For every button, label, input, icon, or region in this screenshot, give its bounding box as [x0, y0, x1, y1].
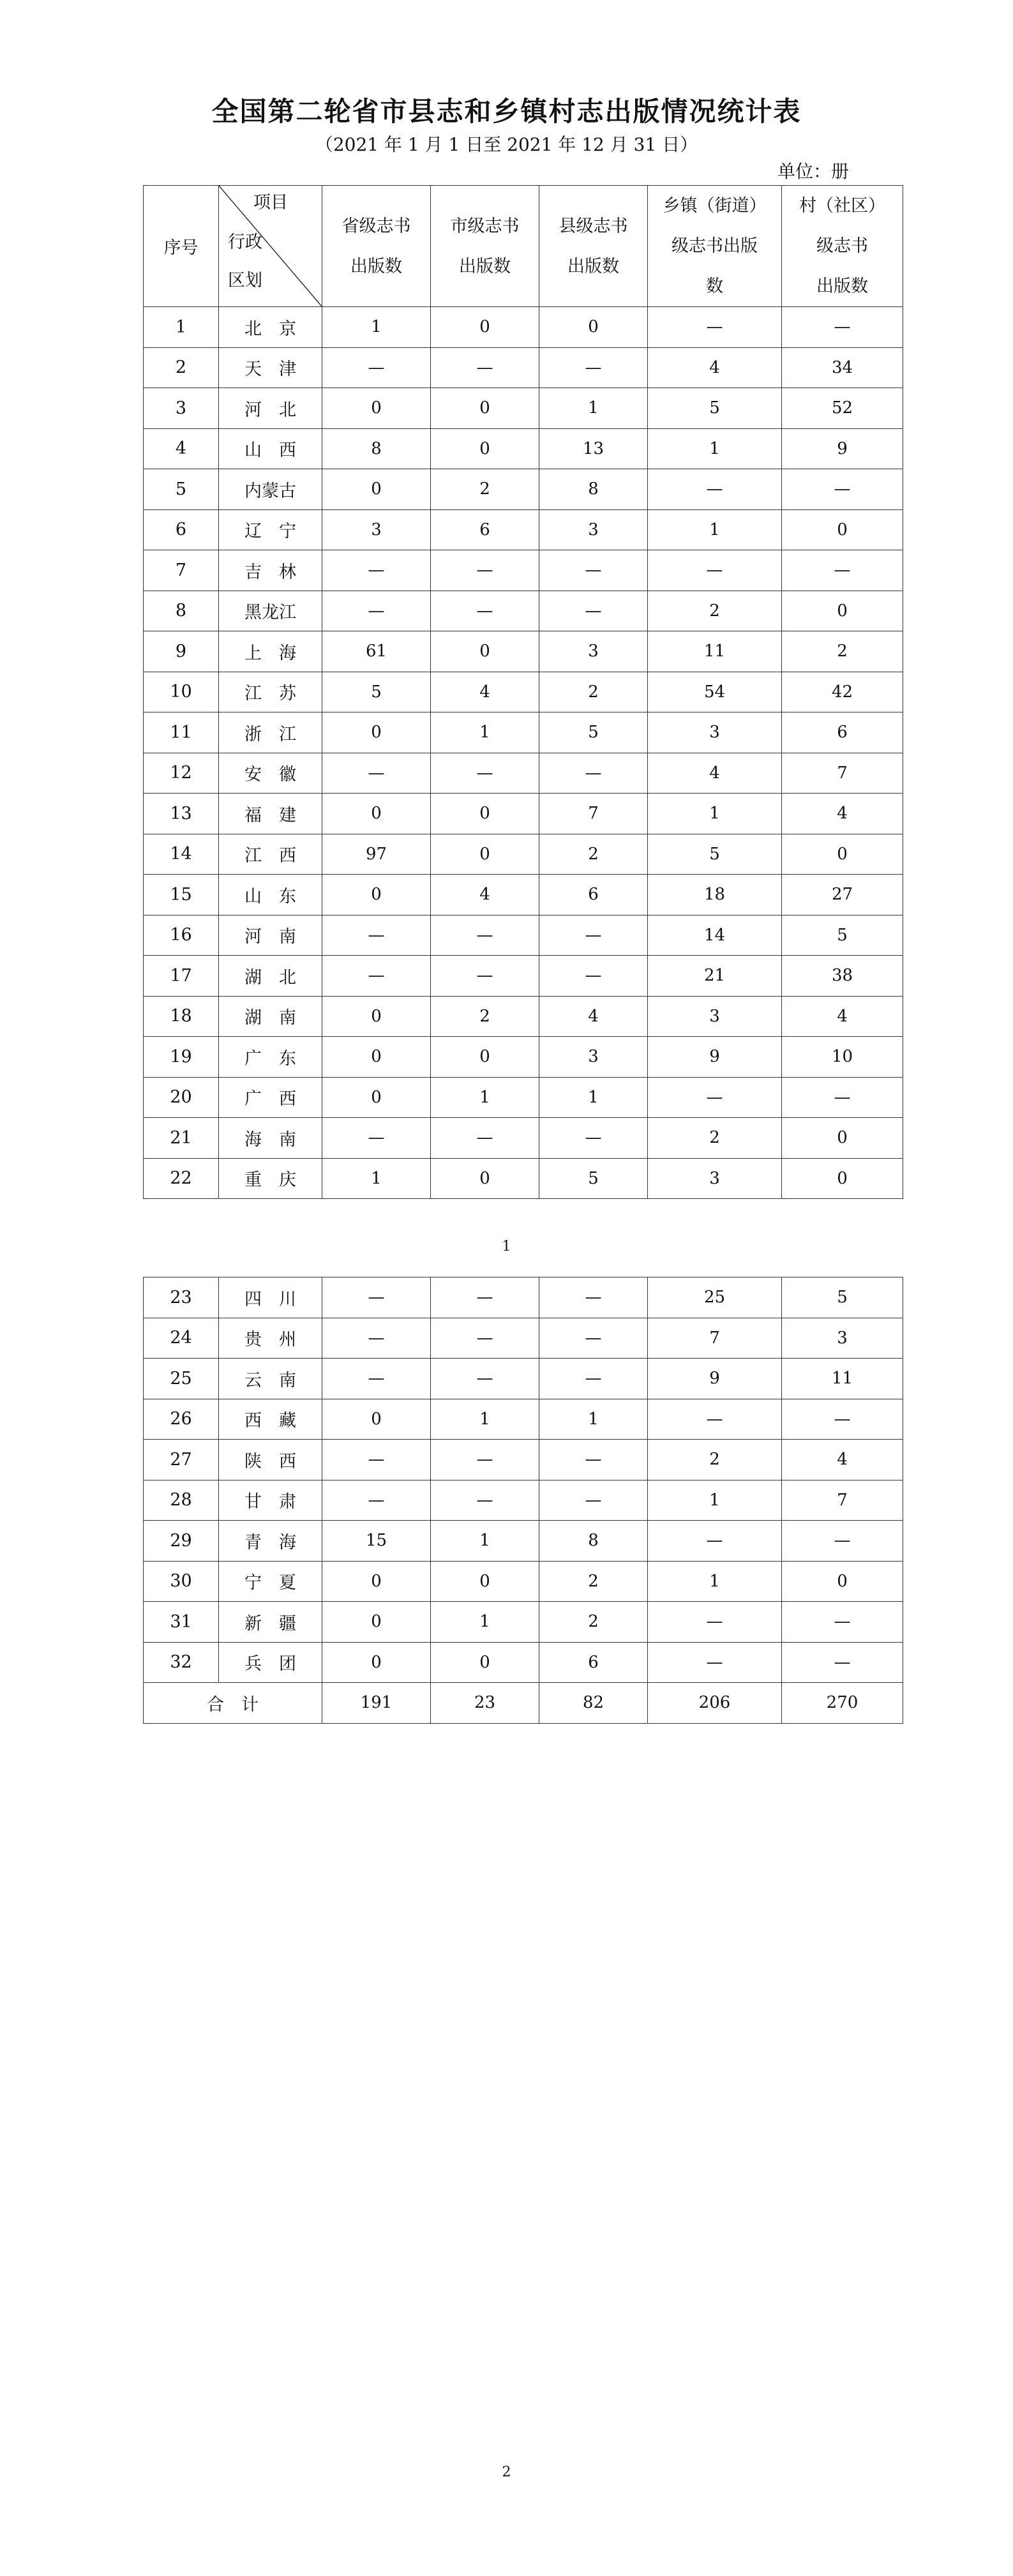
cell-town: 2 [648, 591, 782, 631]
page-number-2: 2 [502, 2464, 511, 2480]
table-row [144, 794, 903, 834]
cell-region: 江 西 [219, 834, 322, 875]
header-item-label: 项目 [253, 193, 288, 213]
cell-seq: 21 [144, 1118, 219, 1159]
cell-city: — [431, 550, 539, 591]
cell-county: — [539, 915, 648, 956]
cell-county: 6 [539, 1642, 648, 1683]
header-town: 乡镇（街道） 级志书出版 数 [648, 186, 782, 307]
cell-village: 0 [782, 1158, 903, 1199]
cell-town: 4 [648, 347, 782, 388]
cell-seq: 9 [144, 631, 219, 672]
cell-town: 7 [648, 1318, 782, 1359]
cell-county: 8 [539, 469, 648, 510]
cell-city: — [431, 1318, 539, 1359]
cell-city: 6 [431, 509, 539, 550]
cell-county: 2 [539, 1561, 648, 1602]
cell-city: — [431, 956, 539, 997]
cell-provincial: — [322, 1440, 431, 1480]
total-village: 270 [782, 1683, 903, 1724]
header-seq: 序号 [144, 186, 219, 307]
cell-village: 38 [782, 956, 903, 997]
cell-region: 福 建 [219, 794, 322, 834]
cell-county: — [539, 956, 648, 997]
table-row [144, 996, 903, 1037]
cell-town: 4 [648, 753, 782, 794]
cell-county: — [539, 1118, 648, 1159]
cell-provincial: — [322, 1118, 431, 1159]
cell-region: 湖 南 [219, 996, 322, 1037]
table-row [144, 672, 903, 712]
cell-town: — [648, 1077, 782, 1118]
cell-region: 吉 林 [219, 550, 322, 591]
cell-city: — [431, 1118, 539, 1159]
cell-city: 2 [431, 996, 539, 1037]
cell-village: — [782, 1602, 903, 1643]
cell-provincial: 1 [322, 307, 431, 348]
cell-town: 5 [648, 388, 782, 429]
cell-county: 0 [539, 307, 648, 348]
cell-town: 11 [648, 631, 782, 672]
cell-seq: 30 [144, 1561, 219, 1602]
cell-town: 3 [648, 996, 782, 1037]
cell-region: 四 川 [219, 1277, 322, 1318]
cell-village: — [782, 1077, 903, 1118]
unit-label: 单位：册 [777, 161, 850, 182]
cell-village: 4 [782, 794, 903, 834]
cell-seq: 25 [144, 1359, 219, 1399]
cell-region: 内蒙古 [219, 469, 322, 510]
table-row [144, 591, 903, 631]
cell-city: 0 [431, 307, 539, 348]
cell-village: 7 [782, 753, 903, 794]
table-row [144, 1642, 903, 1683]
cell-village: 11 [782, 1359, 903, 1399]
cell-town: 3 [648, 712, 782, 753]
cell-seq: 20 [144, 1077, 219, 1118]
cell-seq: 12 [144, 753, 219, 794]
cell-region: 河 南 [219, 915, 322, 956]
cell-region: 湖 北 [219, 956, 322, 997]
table-row [144, 1118, 903, 1159]
header-county: 县级志书 出版数 [539, 186, 648, 307]
cell-village: 4 [782, 1440, 903, 1480]
cell-seq: 8 [144, 591, 219, 631]
table-row [144, 1440, 903, 1480]
cell-provincial: 3 [322, 509, 431, 550]
cell-provincial: 0 [322, 1561, 431, 1602]
cell-region: 陕 西 [219, 1440, 322, 1480]
cell-seq: 29 [144, 1521, 219, 1562]
table-row [144, 1480, 903, 1521]
cell-village: 27 [782, 875, 903, 915]
cell-provincial: — [322, 347, 431, 388]
cell-provincial: 0 [322, 1642, 431, 1683]
cell-town: 1 [648, 509, 782, 550]
cell-provincial: — [322, 591, 431, 631]
cell-village: 7 [782, 1480, 903, 1521]
cell-city: 1 [431, 1399, 539, 1440]
table-row [144, 428, 903, 469]
cell-seq: 14 [144, 834, 219, 875]
cell-town: — [648, 550, 782, 591]
cell-village: — [782, 1521, 903, 1562]
cell-village: — [782, 1399, 903, 1440]
document-title: 全国第二轮省市县志和乡镇村志出版情况统计表 [211, 96, 802, 127]
cell-seq: 26 [144, 1399, 219, 1440]
cell-village: 42 [782, 672, 903, 712]
cell-provincial: 0 [322, 794, 431, 834]
cell-provincial: 0 [322, 712, 431, 753]
cell-village: 52 [782, 388, 903, 429]
cell-town: 1 [648, 794, 782, 834]
cell-seq: 10 [144, 672, 219, 712]
cell-county: — [539, 1277, 648, 1318]
table-row [144, 1277, 903, 1318]
cell-county: — [539, 347, 648, 388]
cell-seq: 23 [144, 1277, 219, 1318]
cell-town: 54 [648, 672, 782, 712]
date-range-subtitle: （2021 年 1 月 1 日至 2021 年 12 月 31 日） [315, 134, 698, 155]
cell-region: 海 南 [219, 1118, 322, 1159]
cell-provincial: 0 [322, 996, 431, 1037]
cell-village: 2 [782, 631, 903, 672]
cell-seq: 3 [144, 388, 219, 429]
table-row [144, 712, 903, 753]
cell-village: 6 [782, 712, 903, 753]
cell-county: — [539, 753, 648, 794]
cell-county: 5 [539, 712, 648, 753]
cell-region: 上 海 [219, 631, 322, 672]
cell-provincial: 0 [322, 1077, 431, 1118]
cell-city: 0 [431, 1158, 539, 1199]
cell-town: — [648, 1602, 782, 1643]
cell-town: 25 [648, 1277, 782, 1318]
cell-village: 0 [782, 591, 903, 631]
cell-county: — [539, 1440, 648, 1480]
header-village: 村（社区） 级志书 出版数 [782, 186, 903, 307]
cell-city: — [431, 753, 539, 794]
cell-city: — [431, 915, 539, 956]
cell-region: 青 海 [219, 1521, 322, 1562]
cell-village: — [782, 307, 903, 348]
cell-provincial: — [322, 550, 431, 591]
total-row [144, 1683, 903, 1724]
cell-provincial: 0 [322, 1399, 431, 1440]
cell-village: 34 [782, 347, 903, 388]
cell-seq: 31 [144, 1602, 219, 1643]
cell-provincial: 1 [322, 1158, 431, 1199]
cell-town: — [648, 1521, 782, 1562]
page-number-1: 1 [502, 1239, 511, 1254]
cell-provincial: 0 [322, 469, 431, 510]
cell-region: 山 东 [219, 875, 322, 915]
cell-seq: 6 [144, 509, 219, 550]
cell-city: 0 [431, 631, 539, 672]
table-row [144, 753, 903, 794]
cell-city: 0 [431, 428, 539, 469]
cell-county: — [539, 550, 648, 591]
table-row [144, 1037, 903, 1078]
cell-city: — [431, 591, 539, 631]
total-county: 82 [539, 1683, 648, 1724]
cell-region: 重 庆 [219, 1158, 322, 1199]
cell-region: 新 疆 [219, 1602, 322, 1643]
table-row [144, 550, 903, 591]
cell-provincial: — [322, 956, 431, 997]
cell-provincial: — [322, 753, 431, 794]
cell-city: 1 [431, 1077, 539, 1118]
cell-provincial: 0 [322, 1037, 431, 1078]
cell-city: 0 [431, 1561, 539, 1602]
table-row [144, 834, 903, 875]
cell-city: 4 [431, 672, 539, 712]
cell-village: 0 [782, 834, 903, 875]
header-admin-label: 行政 [228, 232, 262, 252]
cell-seq: 11 [144, 712, 219, 753]
cell-county: 4 [539, 996, 648, 1037]
table-row [144, 347, 903, 388]
total-label: 合 计 [144, 1683, 322, 1724]
cell-city: — [431, 1480, 539, 1521]
cell-city: — [431, 347, 539, 388]
cell-region: 江 苏 [219, 672, 322, 712]
statistics-table-page-1 [143, 185, 903, 1199]
cell-seq: 7 [144, 550, 219, 591]
cell-provincial: 5 [322, 672, 431, 712]
cell-region: 西 藏 [219, 1399, 322, 1440]
cell-town: 14 [648, 915, 782, 956]
cell-town: 21 [648, 956, 782, 997]
table-row [144, 1158, 903, 1199]
cell-seq: 1 [144, 307, 219, 348]
cell-seq: 32 [144, 1642, 219, 1683]
cell-town: 1 [648, 1561, 782, 1602]
header-provincial: 省级志书 出版数 [322, 186, 431, 307]
cell-seq: 5 [144, 469, 219, 510]
total-provincial: 191 [322, 1683, 431, 1724]
cell-town: 18 [648, 875, 782, 915]
cell-village: 0 [782, 1561, 903, 1602]
cell-town: 2 [648, 1440, 782, 1480]
cell-town: — [648, 1399, 782, 1440]
table-row [144, 1077, 903, 1118]
cell-seq: 13 [144, 794, 219, 834]
table-row [144, 388, 903, 429]
cell-provincial: — [322, 1277, 431, 1318]
header-city: 市级志书 出版数 [431, 186, 539, 307]
cell-county: 8 [539, 1521, 648, 1562]
cell-seq: 22 [144, 1158, 219, 1199]
cell-city: 4 [431, 875, 539, 915]
cell-county: 6 [539, 875, 648, 915]
cell-town: 1 [648, 1480, 782, 1521]
table-row [144, 1602, 903, 1643]
cell-seq: 24 [144, 1318, 219, 1359]
cell-seq: 15 [144, 875, 219, 915]
cell-city: 2 [431, 469, 539, 510]
table-row [144, 631, 903, 672]
table-row [144, 956, 903, 997]
cell-town: 1 [648, 428, 782, 469]
cell-city: 0 [431, 388, 539, 429]
cell-region: 广 东 [219, 1037, 322, 1078]
cell-provincial: — [322, 1480, 431, 1521]
table-row [144, 509, 903, 550]
cell-county: — [539, 1318, 648, 1359]
cell-region: 兵 团 [219, 1642, 322, 1683]
cell-village: 0 [782, 1118, 903, 1159]
cell-provincial: 0 [322, 875, 431, 915]
cell-provincial: — [322, 1359, 431, 1399]
table-row [144, 1521, 903, 1562]
cell-village: 4 [782, 996, 903, 1037]
cell-region: 甘 肃 [219, 1480, 322, 1521]
cell-county: 2 [539, 672, 648, 712]
cell-village: — [782, 1642, 903, 1683]
cell-seq: 28 [144, 1480, 219, 1521]
cell-village: 10 [782, 1037, 903, 1078]
cell-village: 9 [782, 428, 903, 469]
cell-region: 山 西 [219, 428, 322, 469]
cell-village: — [782, 469, 903, 510]
table-row [144, 307, 903, 348]
cell-region: 天 津 [219, 347, 322, 388]
cell-provincial: 8 [322, 428, 431, 469]
table-row [144, 1399, 903, 1440]
cell-town: 3 [648, 1158, 782, 1199]
cell-town: 2 [648, 1118, 782, 1159]
cell-city: — [431, 1277, 539, 1318]
cell-town: 5 [648, 834, 782, 875]
header-division-label: 区划 [228, 271, 262, 290]
cell-city: 0 [431, 834, 539, 875]
cell-village: 3 [782, 1318, 903, 1359]
cell-seq: 2 [144, 347, 219, 388]
cell-region: 北 京 [219, 307, 322, 348]
cell-county: 1 [539, 1077, 648, 1118]
table-row [144, 875, 903, 915]
cell-village: 0 [782, 509, 903, 550]
cell-seq: 18 [144, 996, 219, 1037]
cell-provincial: 15 [322, 1521, 431, 1562]
cell-seq: 27 [144, 1440, 219, 1480]
table-row [144, 1359, 903, 1399]
cell-seq: 17 [144, 956, 219, 997]
cell-county: 3 [539, 1037, 648, 1078]
cell-town: — [648, 1642, 782, 1683]
table-row [144, 1318, 903, 1359]
cell-region: 宁 夏 [219, 1561, 322, 1602]
cell-county: 3 [539, 509, 648, 550]
cell-region: 广 西 [219, 1077, 322, 1118]
header-diagonal-cell [219, 186, 322, 307]
cell-county: — [539, 1480, 648, 1521]
total-city: 23 [431, 1683, 539, 1724]
table-header-row [144, 186, 903, 307]
cell-county: — [539, 591, 648, 631]
cell-county: 3 [539, 631, 648, 672]
cell-village: 5 [782, 1277, 903, 1318]
cell-seq: 19 [144, 1037, 219, 1078]
cell-city: 0 [431, 1037, 539, 1078]
cell-county: 5 [539, 1158, 648, 1199]
cell-provincial: 61 [322, 631, 431, 672]
cell-town: 9 [648, 1359, 782, 1399]
cell-town: 9 [648, 1037, 782, 1078]
cell-provincial: — [322, 915, 431, 956]
cell-town: — [648, 307, 782, 348]
cell-village: 5 [782, 915, 903, 956]
cell-seq: 4 [144, 428, 219, 469]
cell-region: 云 南 [219, 1359, 322, 1399]
cell-county: 1 [539, 1399, 648, 1440]
table-row [144, 1561, 903, 1602]
cell-region: 辽 宁 [219, 509, 322, 550]
cell-region: 安 徽 [219, 753, 322, 794]
cell-village: — [782, 550, 903, 591]
cell-city: 1 [431, 712, 539, 753]
cell-city: 1 [431, 1602, 539, 1643]
table-row [144, 915, 903, 956]
cell-city: 0 [431, 1642, 539, 1683]
cell-provincial: 0 [322, 1602, 431, 1643]
cell-county: — [539, 1359, 648, 1399]
cell-provincial: 0 [322, 388, 431, 429]
cell-region: 贵 州 [219, 1318, 322, 1359]
cell-county: 7 [539, 794, 648, 834]
cell-county: 2 [539, 1602, 648, 1643]
cell-city: — [431, 1440, 539, 1480]
statistics-table-page-2 [143, 1277, 903, 1724]
cell-county: 1 [539, 388, 648, 429]
cell-seq: 16 [144, 915, 219, 956]
cell-city: 0 [431, 794, 539, 834]
cell-region: 浙 江 [219, 712, 322, 753]
table-row [144, 469, 903, 510]
cell-county: 13 [539, 428, 648, 469]
cell-region: 河 北 [219, 388, 322, 429]
cell-provincial: — [322, 1318, 431, 1359]
cell-city: 1 [431, 1521, 539, 1562]
cell-town: — [648, 469, 782, 510]
cell-county: 2 [539, 834, 648, 875]
cell-provincial: 97 [322, 834, 431, 875]
cell-city: — [431, 1359, 539, 1399]
total-town: 206 [648, 1683, 782, 1724]
cell-region: 黑龙江 [219, 591, 322, 631]
